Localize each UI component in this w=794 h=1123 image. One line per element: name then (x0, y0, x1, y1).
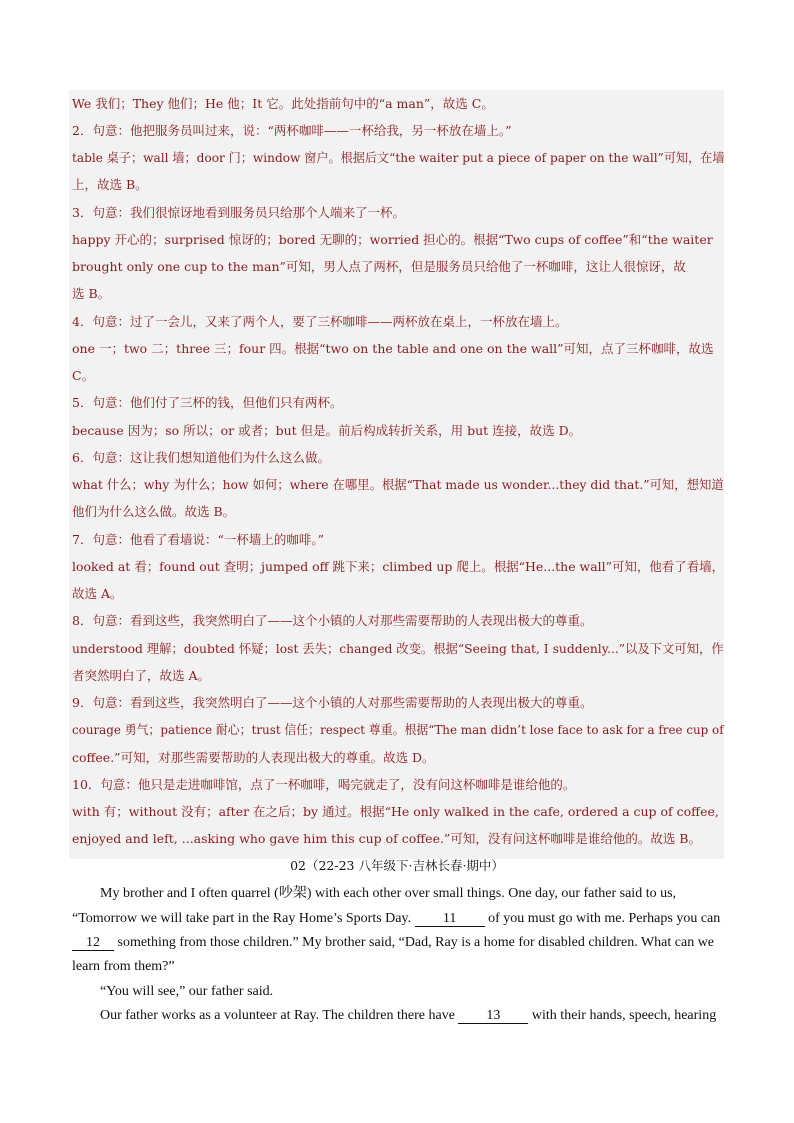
answer-line: with 有；without 没有；after 在之后；by 通过。根据“He only walked in the cafe, ordered a cup of coffee, (72, 804, 719, 819)
answer-line: what 什么；why 为什么；how 如何；where 在哪里。根据“That made us wonder...they did that.”可知，想知道 (72, 477, 724, 492)
blank-13[interactable]: 13 (458, 1008, 528, 1024)
answer-line: understood 理解；doubted 怀疑；lost 丢失；changed 改变。根据“Seeing that, I suddenly...”以及下文可知，作 (72, 641, 724, 656)
answer-line: 7．句意：他看了看墙说：“一杯墙上的咖啡。” (72, 532, 324, 547)
answer-line: 8．句意：看到这些，我突然明白了——这个小镇的人对那些需要帮助的人表现出极大的尊重。 (72, 613, 593, 628)
passage-line-6 (100, 1008, 716, 1024)
passage-line-5 (100, 984, 273, 1000)
answer-line: coffee.”可知，对那些需要帮助的人表现出极大的尊重。故选 D。 (72, 750, 435, 765)
answer-line: 2．句意：他把服务员叫过来，说：“两杯咖啡——一杯给我，另一杯放在墙上。” (72, 123, 512, 138)
passage-text: Our father works as a volunteer at Ray. The children there have (100, 1008, 459, 1023)
passage-text: with their hands, speech, hearing (528, 1008, 717, 1023)
answer-line: 9．句意：看到这些，我突然明白了——这个小镇的人对那些需要帮助的人表现出极大的尊重。 (72, 695, 593, 710)
passage-text: learn from them?” (72, 959, 175, 974)
blank-12[interactable]: 12 (72, 935, 114, 951)
passage-text: of you must go with me. Perhaps you can (484, 911, 721, 926)
passage-line-3 (72, 935, 714, 951)
answer-line: 选 B。 (72, 286, 111, 301)
answer-line: one 一；two 二；three 三；four 四。根据“two on the table and one on the wall”可知，点了三杯咖啡，故选 (72, 341, 714, 356)
passage-source-caption: 02（22-23 八年级下·吉林长春·期中） (290, 858, 504, 873)
answer-line: enjoyed and left, ...asking who gave him this cup of coffee.”可知，没有问这杯咖啡是谁给他的。故选 B。 (72, 831, 701, 846)
passage-line-2 (72, 911, 720, 927)
answer-line: courage 勇气；patience 耐心；trust 信任；respect 尊重。根据“The man didn’t lose face to ask for a free cup of (72, 722, 724, 737)
answer-line: happy 开心的；surprised 惊讶的；bored 无聊的；worried 担心的。根据“Two cups of coffee”和“the waiter (72, 232, 713, 247)
passage-text: “You will see,” our father said. (100, 984, 274, 999)
passage-text: something from those children.” My brother said, “Dad, Ray is a home for disabled children. What can we (114, 935, 715, 950)
passage-text: “Tomorrow we will take part in the Ray Home’s Sports Day. (72, 911, 415, 926)
blank-11[interactable]: 11 (415, 911, 485, 927)
answer-line: 他们为什么这么做。故选 B。 (72, 504, 236, 519)
answer-line: 3．句意：我们很惊讶地看到服务员只给那个人端来了一杯。 (72, 205, 405, 220)
answer-line: table 桌子；wall 墙；door 门；window 窗户。根据后文“the waiter put a piece of paper on the wall”可知，在墙 (72, 150, 725, 165)
answer-line: 上，故选 B。 (72, 177, 148, 192)
answer-line: 10．句意：他只是走进咖啡馆，点了一杯咖啡，喝完就走了，没有问这杯咖啡是谁给他的。 (72, 777, 576, 792)
answer-line: 5．句意：他们付了三杯的钱，但他们只有两杯。 (72, 395, 343, 410)
answer-line: brought only one cup to the man”可知，男人点了两杯，但是服务员只给他了一杯咖啡，这让人很惊讶，故 (72, 259, 686, 274)
answer-line: because 因为；so 所以；or 或者；but 但是。前后构成转折关系，用 but 连接，故选 D。 (72, 423, 582, 438)
answer-line: C。 (72, 368, 95, 383)
passage-line-1 (100, 886, 676, 902)
answer-line: 故选 A。 (72, 586, 123, 601)
passage-line-4 (72, 959, 175, 975)
passage-text: My brother and I often quarrel (吵架) with each other over small things. One day, our father said to us, (100, 886, 677, 901)
answer-line: 6．句意：这让我们想知道他们为什么这么做。 (72, 450, 330, 465)
answer-line: 者突然明白了，故选 A。 (72, 668, 211, 683)
answer-line: 4．句意：过了一会儿，又来了两个人，要了三杯咖啡——两杯放在桌上，一杯放在墙上。 (72, 314, 568, 329)
answer-line: looked at 看；found out 查明；jumped off 跳下来；climbed up 爬上。根据“He...the wall”可知，他看了看墙， (72, 559, 725, 574)
answer-line: We 我们；They 他们；He 他；It 它。此处指前句中的“a man”，故选 C。 (72, 96, 494, 111)
